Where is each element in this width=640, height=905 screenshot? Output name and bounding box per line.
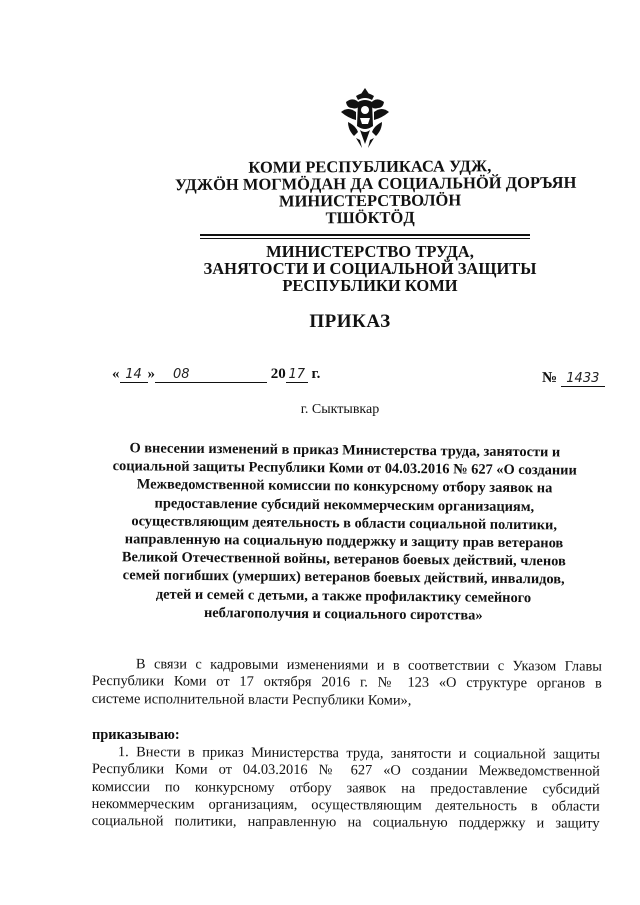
city-name: г. Сыктывкар <box>300 402 380 417</box>
date-year-suffix: 17 <box>286 368 308 383</box>
title-line: осуществляющим деятельность в области социальной политики, <box>131 513 558 534</box>
preamble-line: Республики Коми от 17 октября 2016 г. № 123 «О структуре органов в <box>91 673 602 693</box>
ministry-header-russian <box>180 243 560 294</box>
title-line: Межведомственной комиссии по конкурсному отбору заявок на <box>136 476 553 497</box>
title-line: детей и семей с детьми, а также профилактику семейного <box>155 586 532 606</box>
document-type-title: ПРИКАЗ <box>309 311 391 332</box>
number-value: 1433 <box>561 372 605 387</box>
item-line: Республики Коми от 04.03.2016 № 627 «О создании Межведомственной <box>91 761 600 780</box>
title-line: неблагополучия и социального сиротства» <box>203 604 483 624</box>
header-ru-line: ЗАНЯТОСТИ И СОЦИАЛЬНОЙ ЗАЩИТЫ <box>203 259 537 278</box>
title-line: О внесении изменений в приказ Министерства труда, занятости и <box>129 440 561 461</box>
preamble-paragraph <box>92 656 602 711</box>
header-komi-line: УДЖӦН МОГМӦДАН ДА СОЦИАЛЬНӦЙ ДОРЪЯН <box>174 172 577 195</box>
ministry-header-komi <box>174 156 577 228</box>
date-year-unit: г. <box>311 366 321 382</box>
order-number <box>542 370 605 387</box>
title-line: семей погибших (умерших) ветеранов боевых действий, инвалидов, <box>122 567 565 588</box>
header-ru-line: МИНИСТЕРСТВО ТРУДА, <box>266 242 474 261</box>
title-line: предоставление субсидий некоммерческим организациям, <box>154 495 535 515</box>
order-date <box>112 366 320 383</box>
header-divider-thin <box>200 238 530 239</box>
preamble-line: системе исполнительной власти Республики Коми», <box>91 690 412 709</box>
komi-coat-of-arms-icon <box>338 86 392 150</box>
title-line: социальной защиты Республики Коми от 04.03.2016 № 627 «О создании <box>112 458 577 479</box>
header-ru-line: РЕСПУБЛИКИ КОМИ <box>282 276 458 295</box>
item-line: социальной политики, направленную на социальную поддержку и защиту <box>91 813 600 832</box>
title-line: Великой Отечественной войны, ветеранов боевых действий, членов <box>121 549 566 570</box>
item-line: комиссии по конкурсному отбору заявок на предоставление субсидий <box>91 778 600 798</box>
date-open-quote: « <box>112 366 120 382</box>
item-line: 1. Внести в приказ Министерства труда, занятости и социальной защиты <box>117 744 600 763</box>
item-line: некоммерческим организациям, осуществляющим деятельность в области <box>91 795 600 815</box>
date-close-quote: » <box>147 366 155 382</box>
header-komi-line: КОМИ РЕСПУБЛИКАСА УДЖ, <box>248 156 492 177</box>
date-month: 08 <box>155 368 267 383</box>
date-day: 14 <box>120 368 148 383</box>
decree-word: приказываю: <box>92 727 180 743</box>
order-title <box>98 439 590 626</box>
preamble-line: В связи с кадровыми изменениями и в соответствии с Указом Главы <box>135 656 602 675</box>
header-komi-line: МИНИСТЕРСТВОЛӦН <box>278 190 462 211</box>
title-line: направленную на социальную поддержку и защиту прав ветеранов <box>124 531 564 552</box>
order-item-1 <box>92 744 600 833</box>
header-komi-line: ТШӦКТӦД <box>325 207 415 228</box>
header-divider-thick <box>200 234 530 236</box>
number-label: № <box>542 370 558 386</box>
date-year-prefix: 20 <box>270 366 286 382</box>
